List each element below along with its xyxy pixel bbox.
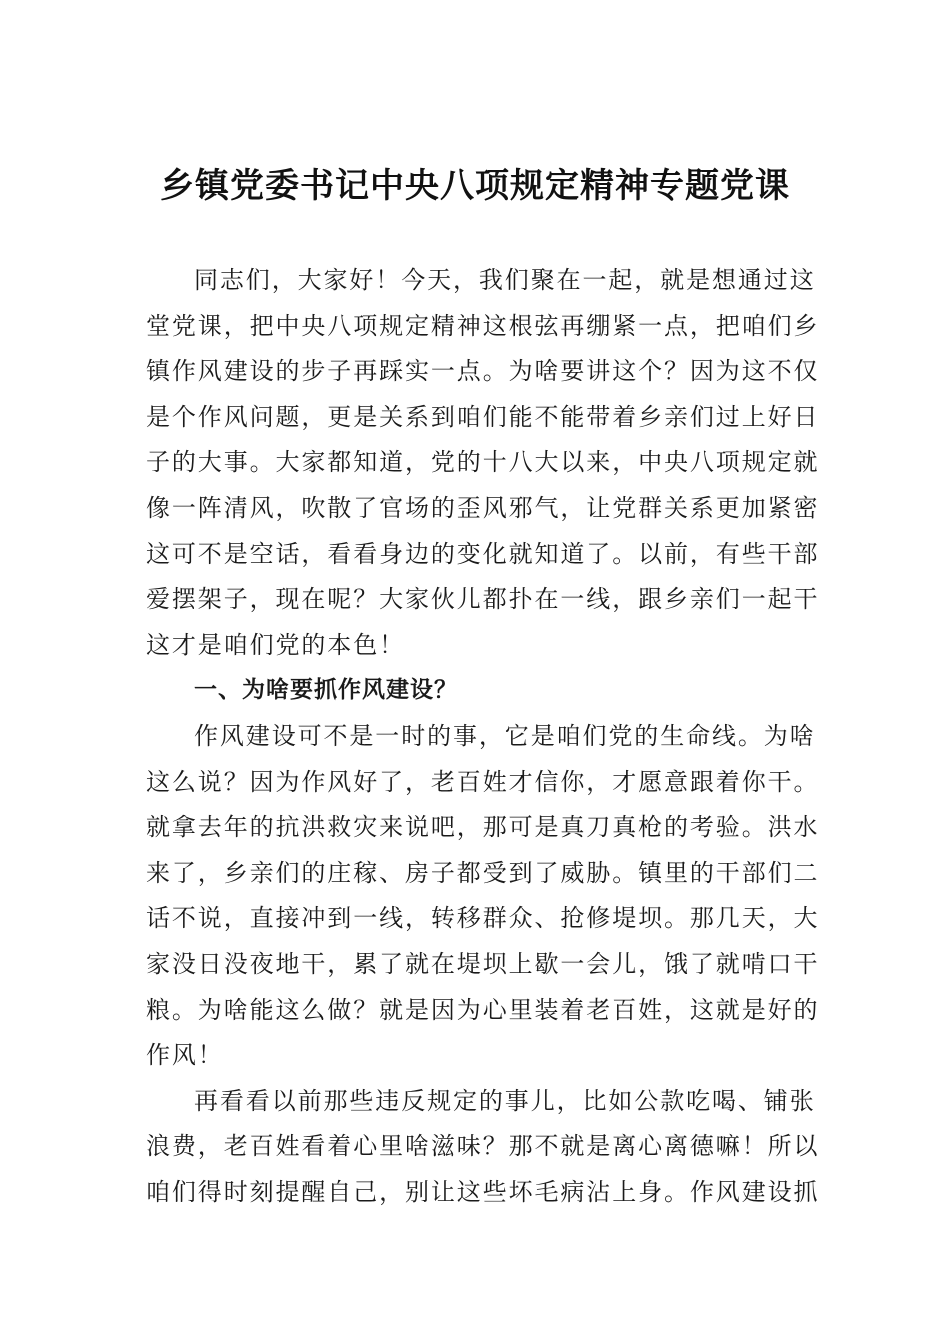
- text-line: 堂党课，把中央八项规定精神这根弦再绷紧一点，把咱们乡: [146, 311, 820, 340]
- text-line: 咱们得时刻提醒自己，别让这些坏毛病沾上身。作风建设抓: [146, 1177, 820, 1206]
- text-line: 这可不是空话，看看身边的变化就知道了。以前，有些干部: [146, 539, 820, 568]
- text-line: 这么说？因为作风好了，老百姓才信你，才愿意跟着你干。: [146, 767, 820, 796]
- text-line: 作风建设可不是一时的事，它是咱们党的生命线。为啥: [194, 721, 816, 750]
- document-title: 乡镇党委书记中央八项规定精神专题党课: [160, 166, 790, 206]
- text-line: 粮。为啥能这么做？就是因为心里装着老百姓，这就是好的: [146, 995, 820, 1024]
- text-line: 就拿去年的抗洪救灾来说吧，那可是真刀真枪的考验。洪水: [146, 813, 820, 842]
- text-line: 来了，乡亲们的庄稼、房子都受到了威胁。镇里的干部们二: [146, 858, 820, 887]
- paragraph-intro: [146, 258, 820, 668]
- text-line: 是个作风问题，更是关系到咱们能不能带着乡亲们过上好日: [146, 402, 820, 431]
- section-heading-1: [146, 668, 808, 714]
- text-line: 话不说，直接冲到一线，转移群众、抢修堤坝。那几天，大: [146, 904, 820, 933]
- text-line: 作风！: [146, 1041, 224, 1070]
- text-line: 爱摆架子，现在呢？大家伙儿都扑在一线，跟乡亲们一起干: [146, 585, 820, 614]
- text-line: 浪费，老百姓看着心里啥滋味？那不就是离心离德嘛！所以: [146, 1132, 820, 1161]
- paragraph-section-1b: [146, 1079, 820, 1216]
- text-line: 镇作风建设的步子再踩实一点。为啥要讲这个？因为这不仅: [146, 357, 820, 386]
- text-line: 这才是咱们党的本色！: [146, 630, 405, 659]
- text-line: 子的大事。大家都知道，党的十八大以来，中央八项规定就: [146, 448, 820, 477]
- paragraph-section-1a: [146, 714, 820, 1079]
- text-line: 同志们，大家好！今天，我们聚在一起，就是想通过这: [194, 266, 816, 294]
- section-heading-text: 一、为啥要抓作风建设？: [194, 677, 458, 704]
- text-line: 再看看以前那些违反规定的事儿，比如公款吃喝、铺张: [194, 1086, 816, 1115]
- document-body: [146, 258, 820, 1215]
- text-line: 像一阵清风，吹散了官场的歪风邪气，让党群关系更加紧密: [146, 493, 820, 522]
- text-line: 家没日没夜地干，累了就在堤坝上歇一会儿，饿了就啃口干: [146, 949, 820, 978]
